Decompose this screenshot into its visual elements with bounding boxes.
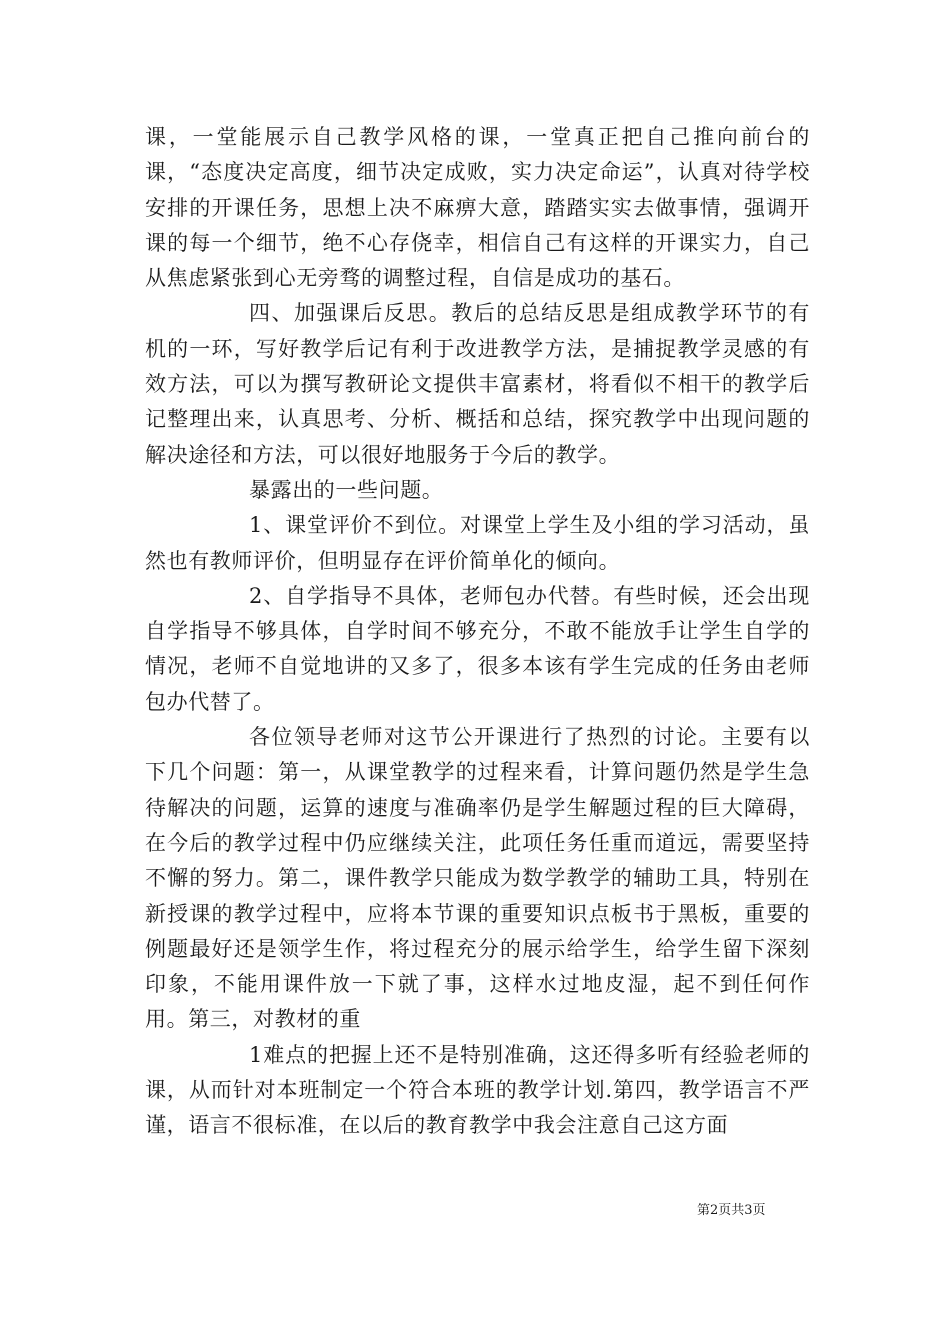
paragraph-discussion: 各位领导老师对这节公开课进行了热烈的讨论。主要有以下几个问题：第一，从课堂教学的过程来看，计算问题仍然是学生急待解决的问题，运算的速度与准确率仍是学生解题过程的巨大障碍，在今后的教学过程中仍应继续关注，此项任务任重而道远，需要坚持不懈的努力。第二，课件教学只能成为数学教学的辅助工具，特别在新授课的教学过程中，应将本节课的重要知识点板书于黑板，重要的例题最好还是领学生作，将过程充分的展示给学生，给学生留下深刻印象，不能用课件放一下就了事，这样水过地皮湿，起不到任何作用。第三，对教材的重 [145, 725, 810, 1032]
paragraph-reflection: 四、加强课后反思。教后的总结反思是组成教学环节的有机的一环，写好教学后记有利于改进教学方法，是捕捉教学灵感的有效方法，可以为撰写教研论文提供丰富素材，将看似不相干的教学后记整理出来，认真思考、分析、概括和总结，探究教学中出现问题的解决途径和方法，可以很好地服务于今后的教学。 [145, 301, 810, 467]
page-number-footer: 第2页共3页 [697, 1203, 766, 1218]
paragraph-problem-2: 2、自学指导不具体，老师包办代替。有些时候，还会出现自学指导不够具体，自学时间不够充分，不敢不能放手让学生自学的情况，老师不自觉地讲的又多了，很多本该有学生完成的任务由老师包办代替了。 [145, 583, 810, 714]
paragraph-problems-heading: 暴露出的一些问题。 [249, 477, 444, 502]
paragraph-continuation: 1难点的把握上还不是特别准确，这还得多听有经验老师的课，从而针对本班制定一个符合本班的教学计划.第四，教学语言不严谨，语言不很标准，在以后的教育教学中我会注意自己这方面 [145, 1042, 810, 1138]
document-body [145, 120, 810, 1144]
paragraph-opening: 课，一堂能展示自己教学风格的课，一堂真正把自己推向前台的课，“态度决定高度，细节决定成败，实力决定命运”，认真对待学校安排的开课任务，思想上决不麻痹大意，踏踏实实去做事情，强调开课的每一个细节，绝不心存侥幸，相信自己有这样的开课实力，自己从焦虑紧张到心无旁骛的调整过程，自信是成功的基石。 [145, 125, 810, 291]
paragraph-problem-1: 1、课堂评价不到位。对课堂上学生及小组的学习活动，虽然也有教师评价，但明显存在评价简单化的倾向。 [145, 513, 810, 573]
